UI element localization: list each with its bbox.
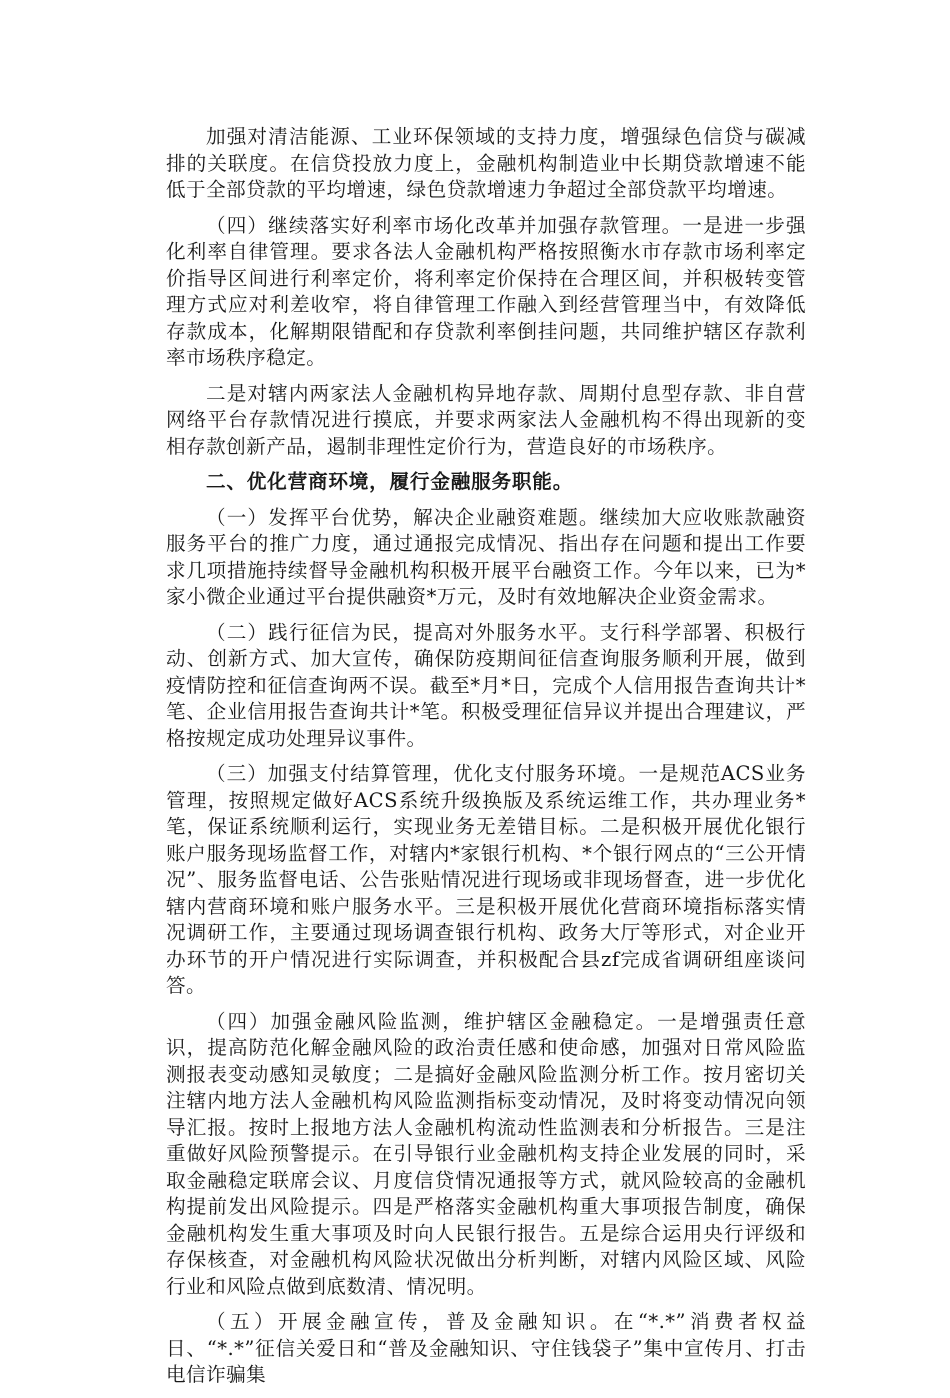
document-page xyxy=(166,124,806,1398)
paragraph-deposit-survey: 二是对辖内两家法人金融机构异地存款、周期付息型存款、非自营网络平台存款情况进行摸底，并要求两家法人金融机构不得出现新的变相存款创新产品，遏制非理性定价行为，营造良好的市场秩序。 xyxy=(166,381,806,458)
paragraph-financial-publicity: （五）开展金融宣传，普及金融知识。在“*.*”消费者权益日、“*.*”征信关爱日和“普及金融知识、守住钱袋子”集中宣传月、打击电信诈骗集 xyxy=(166,1310,806,1386)
paragraph-risk-monitoring: （四）加强金融风险监测，维护辖区金融稳定。一是增强责任意识，提高防范化解金融风险的政治责任感和使命感，加强对日常风险监测报表变动感知灵敏度；二是搞好金融风险监测分析工作。按月密切关注辖内地方法人金融机构风险监测指标变动情况，及时将变动情况向领导汇报。按时上报地方法人金融机构流动性监测表和分析报告。三是注重做好风险预警提示。在引导银行业金融机构支持企业发展的同时，采取金融稳定联席会议、月度信贷情况通报等方式，就风险较高的金融机构提前发出风险提示。四是严格落实金融机构重大事项报告制度，确保金融机构发生重大事项及时向人民银行报告。五是综合运用央行评级和存保核查，对金融机构风险状况做出分析判断，对辖内风险区域、风险行业和风险点做到底数清、情况明。 xyxy=(166,1009,806,1298)
paragraph-green-credit: 加强对清洁能源、工业环保领域的支持力度，增强绿色信贷与碳减排的关联度。在信贷投放力度上，金融机构制造业中长期贷款增速不能低于全部贷款的平均增速，绿色贷款增速力争超过全部贷款平均增速。 xyxy=(166,125,806,201)
paragraph-credit-reporting: （二）践行征信为民，提高对外服务水平。支行科学部署、积极行动、创新方式、加大宣传，确保防疫期间征信查询服务顺利开展，做到疫情防控和征信查询两不误。截至*月*日，完成个人信用报告查询共计*笔、企业信用报告查询共计*笔。积极受理征信异议并提出合理建议，严格按规定成功处理异议事件。 xyxy=(166,620,806,750)
section-heading-business-environment: 二、优化营商环境，履行金融服务职能。 xyxy=(206,470,574,493)
paragraph-platform-financing: （一）发挥平台优势，解决企业融资难题。继续加大应收账款融资服务平台的推广力度，通过通报完成情况、指出存在问题和提出工作要求几项措施持续督导金融机构积极开展平台融资工作。今年以来，已为*家小微企业通过平台提供融资*万元，及时有效地解决企业资金需求。 xyxy=(166,505,806,608)
paragraph-payment-settlement: （三）加强支付结算管理，优化支付服务环境。一是规范ACS业务管理，按照规定做好ACS系统升级换版及系统运维工作，共办理业务*笔，保证系统顺利运行，实现业务无差错目标。二是积极开展优化银行账户服务现场监督工作，对辖内*家银行机构、*个银行网点的“三公开情况”、服务监督电话、公告张贴情况进行现场或非现场督查，进一步优化辖内营商环境和账户服务水平。三是积极开展优化营商环境指标落实情况调研工作，主要通过现场调查银行机构、政务大厅等形式，对企业开办环节的开户情况进行实际调查，并积极配合县zf完成省调研组座谈问答。 xyxy=(166,762,806,997)
paragraph-interest-rate-reform: （四）继续落实好利率市场化改革并加强存款管理。一是进一步强化利率自律管理。要求各法人金融机构严格按照衡水市存款市场利率定价指导区间进行利率定价，将利率定价保持在合理区间，并积极转变管理方式应对利差收窄，将自律管理工作融入到经营管理当中，有效降低存款成本，化解期限错配和存贷款利率倒挂问题，共同维护辖区存款利率市场秩序稳定。 xyxy=(166,213,806,369)
